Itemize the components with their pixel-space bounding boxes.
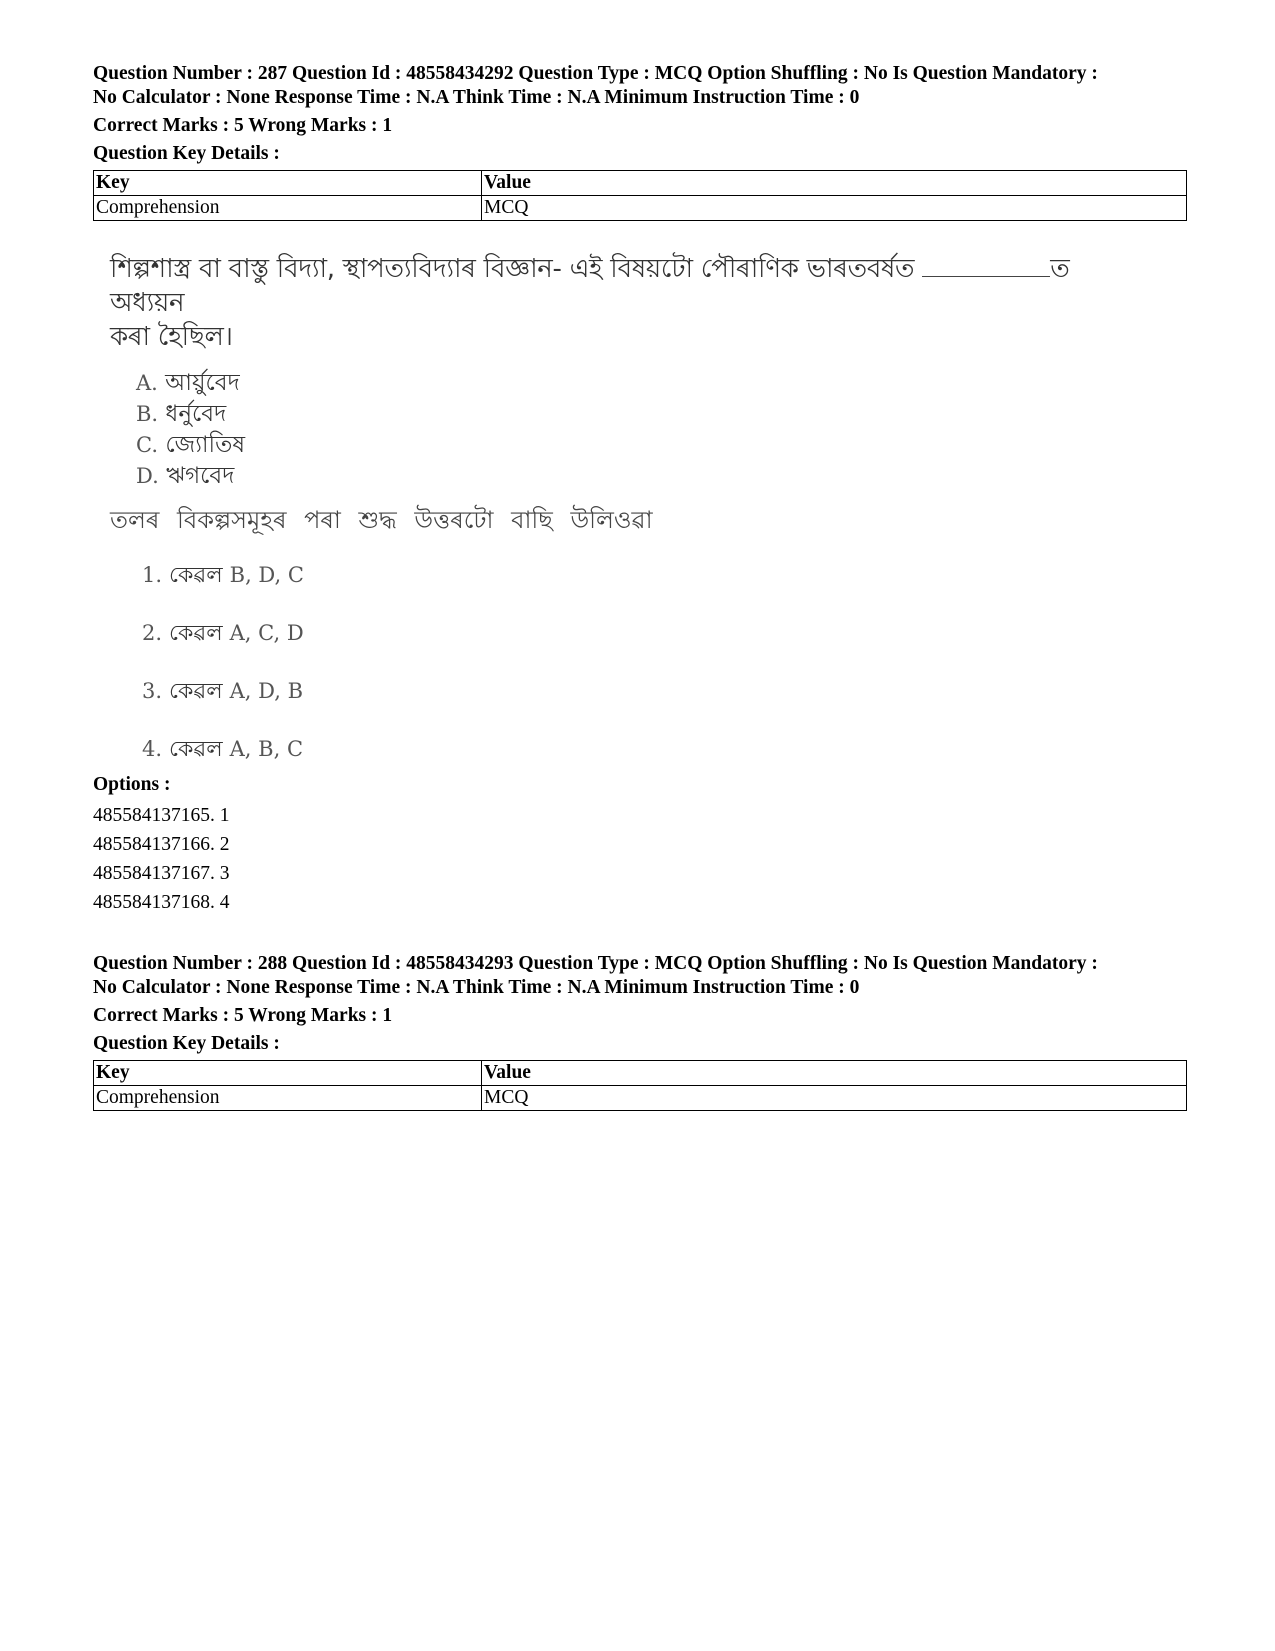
table-header-key: Key — [94, 1061, 482, 1086]
answer-instruction: তলৰ বিকল্পসমূহৰ পৰা শুদ্ধ উত্তৰটো বাছি উলিওৱা — [110, 506, 653, 534]
answer-option-1 — [142, 546, 1140, 604]
question-287-options — [93, 773, 230, 917]
fill-in-blank — [922, 250, 1050, 277]
answer-option-2 — [142, 604, 1140, 662]
answer-word: কেৱল — [169, 679, 223, 704]
answer-number: 3. — [142, 679, 163, 703]
choice-b — [136, 399, 1140, 430]
question-288-header — [93, 952, 1188, 1111]
answer-number: 1. — [142, 563, 163, 587]
question-key-table — [93, 1060, 1187, 1111]
table-cell-key: Comprehension — [94, 196, 482, 221]
choice-a — [136, 368, 1140, 399]
option-item: 485584137165. 1 — [93, 805, 230, 826]
choice-d — [136, 461, 1140, 492]
question-meta-line-1: Question Number : 287 Question Id : 48558434292 Question Type : MCQ Option Shuffling : No Is Question Mandatory : — [93, 63, 1098, 84]
table-header-value: Value — [482, 171, 1187, 196]
question-marks: Correct Marks : 5 Wrong Marks : 1 — [93, 1005, 393, 1026]
answer-letters: A, D, B — [229, 679, 304, 703]
question-meta-line-2: No Calculator : None Response Time : N.A Think Time : N.A Minimum Instruction Time : 0 — [93, 977, 860, 998]
option-item: 485584137167. 3 — [93, 863, 230, 884]
stem-text-line-2: কৰা হৈছিল। — [110, 322, 233, 352]
option-item: 485584137168. 4 — [93, 892, 230, 913]
question-key-details-label: Question Key Details : — [93, 1033, 280, 1054]
table-header-row — [94, 171, 1187, 196]
table-cell-value: MCQ — [482, 1086, 1187, 1111]
question-key-details-label: Question Key Details : — [93, 143, 280, 164]
choice-text: ঋগবেদ — [166, 463, 235, 489]
choice-label: D. — [136, 464, 159, 488]
option-item: 485584137166. 2 — [93, 834, 230, 855]
table-header-value: Value — [482, 1061, 1187, 1086]
answer-number: 2. — [142, 621, 163, 645]
choice-label: C. — [136, 433, 158, 457]
stem-text-before-blank: শিল্পশাস্ত্ৰ বা বাস্তু বিদ্যা, স্থাপত্যবিদ্যাৰ বিজ্ঞান- এই বিষয়টো পৌৰাণিক ভাৰতবৰ্ষত — [110, 254, 923, 284]
answer-letters: A, B, C — [229, 737, 304, 761]
choice-label: B. — [136, 402, 159, 426]
table-cell-value: MCQ — [482, 196, 1187, 221]
answer-letters: A, C, D — [229, 621, 304, 645]
question-287-header — [93, 62, 1188, 221]
answer-word: কেৱল — [169, 621, 223, 646]
stem-text-after-blank: ত অধ্যয়ন — [110, 254, 1070, 318]
question-marks: Correct Marks : 5 Wrong Marks : 1 — [93, 115, 393, 136]
question-stem — [110, 250, 1140, 354]
question-meta-line-2: No Calculator : None Response Time : N.A Think Time : N.A Minimum Instruction Time : 0 — [93, 87, 860, 108]
table-row — [94, 196, 1187, 221]
choice-list — [136, 368, 1140, 492]
options-label: Options : — [93, 774, 171, 795]
answer-word: কেৱল — [169, 737, 223, 762]
table-cell-key: Comprehension — [94, 1086, 482, 1111]
choice-text: আৰ্য়ুবেদ — [165, 370, 240, 396]
answer-number: 4. — [142, 737, 163, 761]
choice-c — [136, 430, 1140, 461]
answer-option-4 — [142, 720, 1140, 778]
question-287-content — [110, 250, 1140, 778]
choice-text: ধৰ্নুবেদ — [165, 401, 227, 427]
table-header-row — [94, 1061, 1187, 1086]
table-row — [94, 1086, 1187, 1111]
answer-letters: B, D, C — [229, 563, 304, 587]
answer-option-3 — [142, 662, 1140, 720]
question-meta-line-1: Question Number : 288 Question Id : 48558434293 Question Type : MCQ Option Shuffling : No Is Question Mandatory : — [93, 953, 1098, 974]
choice-label: A. — [136, 371, 158, 395]
answer-list — [142, 546, 1140, 778]
table-header-key: Key — [94, 171, 482, 196]
choice-text: জ্যোতিষ — [165, 432, 246, 458]
answer-word: কেৱল — [169, 563, 223, 588]
question-key-table — [93, 170, 1187, 221]
